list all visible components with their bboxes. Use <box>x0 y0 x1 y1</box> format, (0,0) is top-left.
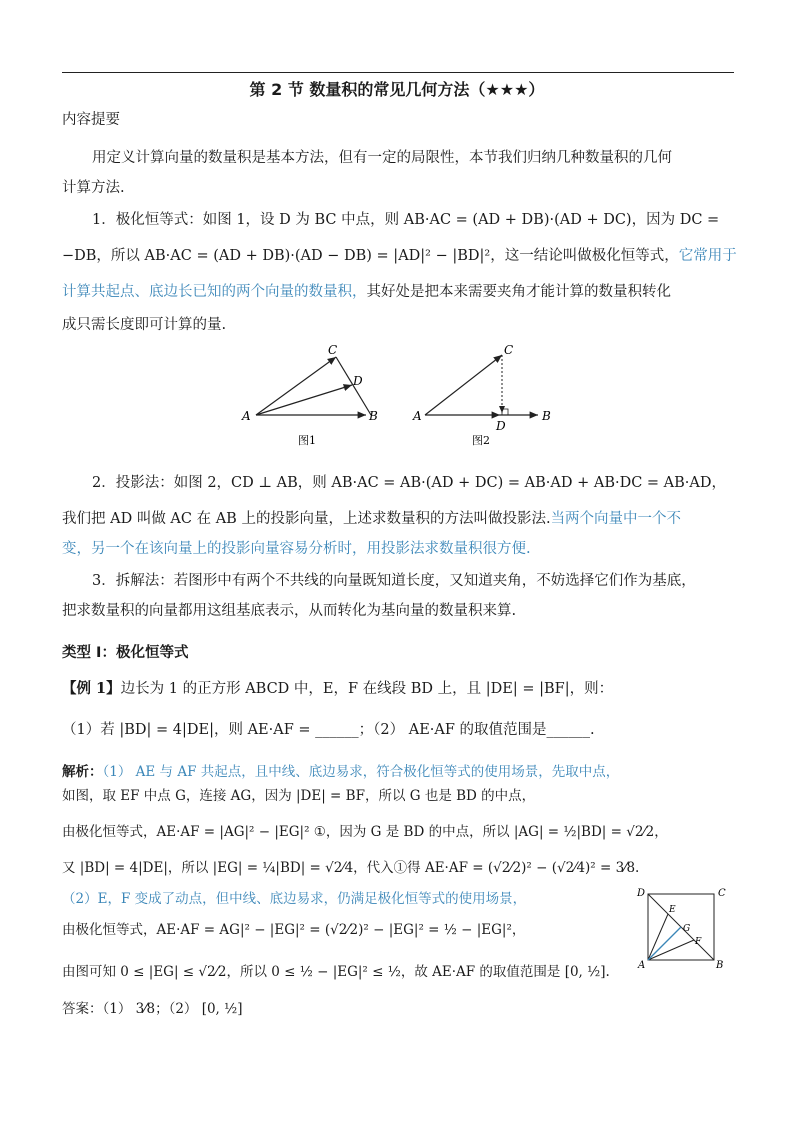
fig1-label-b: B <box>369 409 378 423</box>
square-label-g: G <box>683 924 691 934</box>
fig1-label-d: D <box>353 374 363 388</box>
solution-line-3: 由极化恒等式，AE·AF = |AG|² − |EG|² ①，因为 G 是 BD 的中点，所以 |AG| = ½|BD| = √2⁄2， <box>62 824 668 840</box>
figure-1 <box>236 340 376 454</box>
fig1-caption: 图1 <box>298 434 316 447</box>
example-1-line <box>62 677 613 698</box>
square-label-e: E <box>669 905 676 915</box>
square-label-c: C <box>718 888 726 899</box>
fig2-label-b: B <box>542 409 551 423</box>
answer-line: 答案：（1） 3⁄8；（2） [0, ½] <box>62 1001 243 1017</box>
example-text: 边长为 1 的正方形 ABCD 中，E，F 在线段 BD 上，且 |DE| = |BF|，则： <box>120 681 614 697</box>
solution-hint-2: （2）E，F 变成了动点，但中线、底边易求，仍满足极化恒等式的使用场景， <box>62 891 527 907</box>
square-label-a: A <box>638 960 646 971</box>
header-rule <box>62 72 734 73</box>
square-figure <box>632 882 732 976</box>
solution-label: 解析： <box>62 764 103 780</box>
polarization-line-2 <box>62 244 737 265</box>
solution-hint-1: （1） AE 与 AF 共起点，且中线、底边易求，符合极化恒等式的使用场景，先取中点， <box>102 764 620 780</box>
square-label-f: F <box>695 937 702 947</box>
projection-line-2 <box>62 507 681 528</box>
fig1-label-c: C <box>328 343 338 357</box>
projection-highlight-1: 当两个向量中一个不 <box>550 511 682 527</box>
intro-line-1: 用定义计算向量的数量积是基本方法，但有一定的局限性，本节我们归纳几种数量积的几何 <box>92 150 672 166</box>
solution-line-4: 又 |BD| = 4|DE|，所以 |EG| = ¼|BD| = √2⁄4，代入①得 AE·AF = (√2⁄2)² − (√2⁄4)² = 3⁄8. <box>62 860 640 876</box>
polarization-line-4: 成只需长度即可计算的量. <box>62 317 227 333</box>
decomposition-line-2: 把求数量积的向量都用这组基底表示，从而转化为基向量的数量积来算. <box>62 603 517 619</box>
example-tag: 【例 1】 <box>62 680 121 697</box>
intro-line-2: 计算方法. <box>62 180 125 196</box>
figure-2 <box>410 340 560 454</box>
polarization-line-3-text: 其好处是把本来需要夹角才能计算的数量积转化 <box>366 284 671 300</box>
solution-line-7: 由图可知 0 ≤ |EG| ≤ √2⁄2，所以 0 ≤ ½ − |EG|² ≤ ½，故 AE·AF 的取值范围是 [0, ½]. <box>62 964 610 980</box>
projection-line-2-text: 我们把 AD 叫做 AC 在 AB 上的投影向量，上述求数量积的方法叫做投影法. <box>62 511 551 527</box>
projection-highlight-2: 变，另一个在该向量上的投影向量容易分析时，用投影法求数量积很方便. <box>62 541 531 557</box>
polarization-highlight-2: 计算共起点、底边长已知的两个向量的数量积， <box>62 284 367 300</box>
polarization-highlight-1: 它常用于 <box>678 248 737 264</box>
page-title: 第 2 节 数量积的常见几何方法（★★★） <box>249 80 545 99</box>
fig2-label-d: D <box>496 419 506 433</box>
square-label-d: D <box>637 888 646 899</box>
solution-line-2: 如图，取 EF 中点 G，连接 AG，因为 |DE| = BF，所以 G 也是 BD 的中点， <box>62 788 536 804</box>
projection-line-1: 2．投影法：如图 2，CD ⊥ AB，则 AB·AC = AB·(AD + DC) = AB·AD + AB·DC = AB·AD， <box>92 475 726 491</box>
fig2-caption: 图2 <box>472 434 490 447</box>
polarization-line-2-text: −DB，所以 AB·AC = (AD + DB)·(AD − DB) = |AD|² − |BD|²，这一结论叫做极化恒等式， <box>62 248 679 264</box>
solution-line-1 <box>62 760 619 780</box>
solution-line-6: 由极化恒等式，AE·AF = AG|² − |EG|² = (√2⁄2)² − |EG|² = ½ − |EG|²， <box>62 922 526 938</box>
fig2-label-c: C <box>504 343 514 357</box>
square-label-b: B <box>716 960 724 971</box>
fig1-label-a: A <box>242 409 251 423</box>
polarization-line-1: 1．极化恒等式：如图 1，设 D 为 BC 中点，则 AB·AC = (AD + DB)·(AD + DC)，因为 DC = <box>92 212 720 228</box>
polarization-line-3 <box>62 280 671 301</box>
decomposition-line-1: 3．拆解法：若图形中有两个不共线的向量既知道长度，又知道夹角，不妨选择它们作为基底， <box>92 573 696 589</box>
type1-heading: 类型 I：极化恒等式 <box>62 645 189 661</box>
summary-heading: 内容提要 <box>62 112 120 128</box>
fig2-label-a: A <box>413 409 422 423</box>
example-questions: （1）若 |BD| = 4|DE|，则 AE·AF = ______；（2） AE·AF 的取值范围是______. <box>62 722 595 738</box>
